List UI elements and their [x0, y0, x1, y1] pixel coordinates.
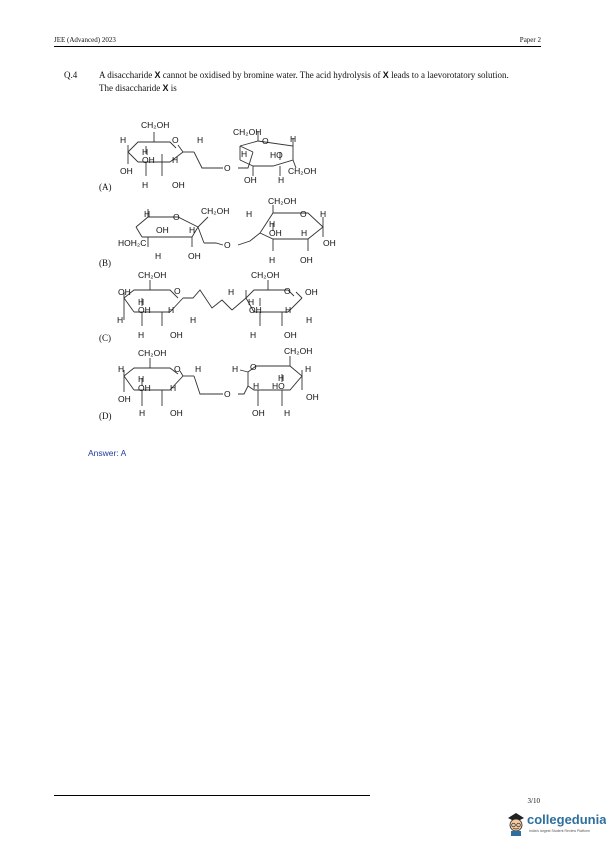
- b-o-1: O: [173, 212, 180, 222]
- a-o-1: O: [172, 135, 179, 145]
- a-ho-1: HO: [270, 150, 283, 160]
- option-a-structure: [108, 118, 368, 193]
- a-oh-3: OH: [172, 180, 185, 190]
- b-h-7: H: [301, 228, 308, 238]
- a-h-3: H: [142, 147, 149, 157]
- c-ch2oh-1: CH₂OH: [138, 270, 167, 280]
- a-h-6: H: [290, 134, 297, 144]
- b-h-3: H: [155, 251, 162, 261]
- c-ch2oh-2: CH₂OH: [251, 270, 280, 280]
- b-oh-4: OH: [323, 238, 336, 248]
- a-h-8: H: [278, 175, 285, 185]
- a-h-5: H: [142, 180, 149, 190]
- d-o-bridge: O: [224, 389, 231, 399]
- option-b-structure: [108, 195, 368, 267]
- option-a-label: (A): [99, 182, 112, 192]
- a-h-7: H: [241, 149, 248, 159]
- paper-label: Paper 2: [519, 36, 541, 44]
- d-h-10: H: [284, 408, 291, 418]
- d-h-7: H: [305, 364, 312, 374]
- a-h-1: H: [197, 135, 204, 145]
- option-c-label: (C): [99, 333, 111, 343]
- d-oh-3: OH: [170, 408, 183, 418]
- d-ch2oh-2: CH₂OH: [284, 346, 313, 356]
- c-h-9: H: [306, 315, 313, 325]
- d-ho-1: HO: [272, 381, 285, 391]
- logo-tagline: India's largest Student Review Platform: [529, 829, 590, 833]
- d-h-9: H: [253, 381, 260, 391]
- option-c-structure: [108, 268, 368, 343]
- d-h-3: H: [138, 374, 145, 384]
- b-oh-3: OH: [269, 228, 282, 238]
- c-h-1: H: [138, 297, 145, 307]
- b-oh-2: OH: [188, 251, 201, 261]
- d-h-4: H: [170, 383, 177, 393]
- c-o-1: O: [174, 286, 181, 296]
- exam-title: JEE (Advanced) 2023: [54, 36, 116, 44]
- d-o-2: O: [250, 362, 257, 372]
- a-o-bridge: O: [224, 163, 231, 173]
- b-hoh2c: HOH₂C: [118, 238, 147, 248]
- answer-text: Answer: A: [88, 448, 127, 458]
- c-h-3: H: [190, 315, 197, 325]
- b-h-5: H: [320, 209, 327, 219]
- c-h-7: H: [248, 297, 255, 307]
- b-h-8: H: [269, 255, 276, 265]
- page-number: 3/10: [527, 797, 540, 805]
- c-h-6: H: [228, 287, 235, 297]
- d-h-8: H: [278, 373, 285, 383]
- b-ch2oh-1: CH₂OH: [201, 206, 230, 216]
- c-oh-3: OH: [170, 330, 183, 340]
- c-h-4: H: [117, 315, 124, 325]
- a-oh-4: OH: [244, 175, 257, 185]
- question-number: Q.4: [64, 70, 78, 80]
- b-oh-1: OH: [156, 225, 169, 235]
- b-o-bridge: O: [224, 240, 231, 250]
- d-oh-4: OH: [306, 392, 319, 402]
- d-h-2: H: [118, 364, 125, 374]
- c-h-5: H: [138, 330, 145, 340]
- d-o-1: O: [174, 364, 181, 374]
- d-oh-5: OH: [252, 408, 265, 418]
- a-ch2oh-1: CH₂OH: [141, 120, 170, 130]
- c-oh-6: OH: [284, 330, 297, 340]
- logo-wordmark: collegedunia: [527, 812, 606, 827]
- b-h-4: H: [246, 209, 253, 219]
- b-h-6: H: [269, 219, 276, 229]
- a-h-4: H: [172, 155, 179, 165]
- b-h-1: H: [144, 209, 151, 219]
- a-h-2: H: [120, 135, 127, 145]
- d-ch2oh-1: CH₂OH: [138, 348, 167, 358]
- option-d-structure: [108, 344, 368, 420]
- c-oh-1: OH: [118, 287, 131, 297]
- c-h-10: H: [250, 330, 257, 340]
- d-h-1: H: [195, 364, 202, 374]
- b-ch2oh-2: CH₂OH: [268, 196, 297, 206]
- a-o-2: O: [262, 136, 269, 146]
- d-h-6: H: [232, 364, 239, 374]
- header-divider: [54, 46, 541, 47]
- c-oh-4: OH: [305, 287, 318, 297]
- c-oh-5: OH: [249, 305, 262, 315]
- option-b-label: (B): [99, 258, 111, 268]
- b-oh-5: OH: [300, 255, 313, 265]
- student-mascot-icon: [505, 810, 527, 836]
- a-oh-1: OH: [142, 155, 155, 165]
- footer-divider: [54, 795, 370, 796]
- d-oh-1: OH: [138, 383, 151, 393]
- d-h-5: H: [139, 408, 146, 418]
- collegedunia-logo: [505, 808, 606, 838]
- c-oh-2: OH: [138, 305, 151, 315]
- question-text: A disaccharide X cannot be oxidised by bromine water. The acid hydrolysis of X leads to a laevorotatory solution. The disaccharide X is: [99, 70, 509, 93]
- a-ch2oh-2: CH₂OH: [233, 127, 262, 137]
- a-oh-2: OH: [120, 166, 133, 176]
- c-h-2: H: [168, 305, 175, 315]
- option-d-label: (D): [99, 411, 112, 421]
- b-h-2: H: [189, 225, 196, 235]
- a-ch2oh-3: CH₂OH: [288, 166, 317, 176]
- d-oh-2: OH: [118, 394, 131, 404]
- c-o-2: O: [284, 286, 291, 296]
- b-o-2: O: [300, 209, 307, 219]
- c-h-8: H: [285, 305, 292, 315]
